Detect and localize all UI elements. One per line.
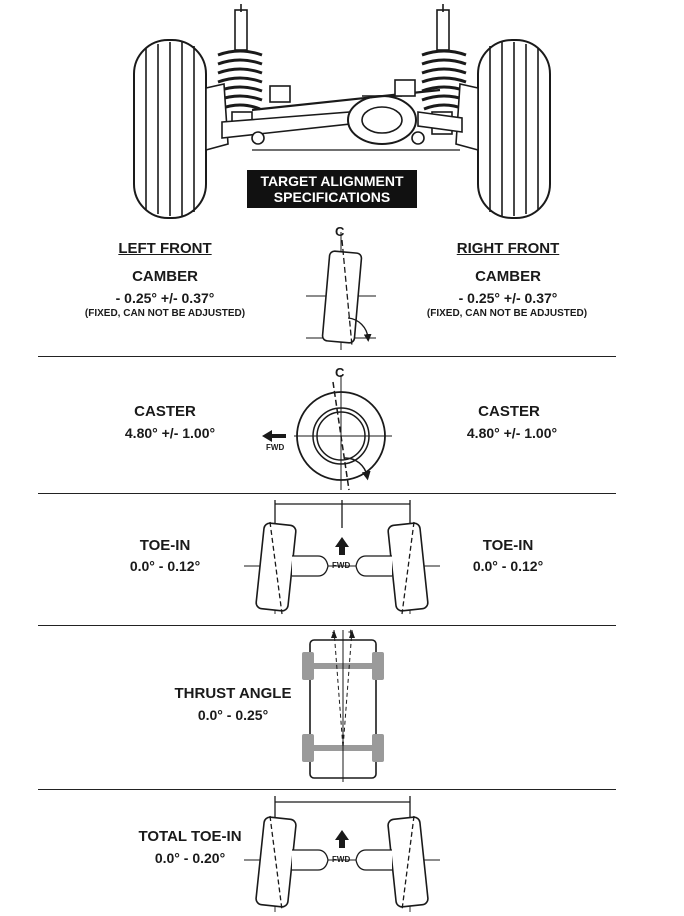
left-camber-value: - 0.25° +/- 0.37° xyxy=(115,290,215,306)
camber-wheel-diagram xyxy=(306,232,376,350)
centerline-symbol-caster: C xyxy=(335,365,345,380)
target-alignment-banner xyxy=(247,170,417,208)
section-divider-1 xyxy=(38,356,616,357)
right-toe-in-title: TOE-IN xyxy=(482,537,534,554)
thrust-plus-label: + xyxy=(348,627,354,637)
caster-fwd-arrow xyxy=(262,430,286,442)
centerline-symbol-camber: C xyxy=(335,224,345,239)
section-divider-3 xyxy=(38,625,616,626)
right-front-header: RIGHT FRONT xyxy=(456,240,560,257)
right-caster-value: 4.80° +/- 1.00° xyxy=(466,425,558,441)
right-camber-title: CAMBER xyxy=(475,268,541,285)
thrust-angle-title: THRUST ANGLE xyxy=(174,685,292,702)
thrust-minus-label: - xyxy=(332,627,335,637)
right-tire xyxy=(478,40,550,218)
toe-in-fwd-arrow xyxy=(335,537,349,555)
left-front-header: LEFT FRONT xyxy=(118,240,212,257)
caster-wheel-diagram xyxy=(294,375,392,490)
left-camber-title: CAMBER xyxy=(132,268,198,285)
section-divider-2 xyxy=(38,493,616,494)
section-divider-4 xyxy=(38,789,616,790)
left-toe-in-title: TOE-IN xyxy=(139,537,191,554)
left-toe-in-value: 0.0° - 0.12° xyxy=(129,558,201,574)
left-caster-value: 4.80° +/- 1.00° xyxy=(124,425,216,441)
total-toe-in-fwd-arrow xyxy=(335,830,349,848)
total-toe-in-value: 0.0° - 0.20° xyxy=(154,850,226,866)
thrust-angle-value: 0.0° - 0.25° xyxy=(197,707,269,723)
total-toe-in-fwd-label: FWD xyxy=(332,855,351,864)
left-caster-title: CASTER xyxy=(134,403,196,420)
right-toe-in-value: 0.0° - 0.12° xyxy=(472,558,544,574)
right-camber-value: - 0.25° +/- 0.37° xyxy=(458,290,558,306)
right-caster-title: CASTER xyxy=(478,403,540,420)
total-toe-in-diagram xyxy=(244,796,440,912)
left-tire xyxy=(134,40,206,218)
left-camber-note: (FIXED, CAN NOT BE ADJUSTED) xyxy=(84,308,246,319)
toe-in-diagram xyxy=(244,500,440,614)
banner-line-2: SPECIFICATIONS xyxy=(273,189,391,205)
total-toe-in-title: TOTAL TOE-IN xyxy=(138,828,242,845)
thrust-angle-diagram xyxy=(302,630,384,782)
banner-line-1: TARGET ALIGNMENT xyxy=(260,173,404,189)
caster-fwd-label: FWD xyxy=(266,443,285,452)
right-camber-note: (FIXED, CAN NOT BE ADJUSTED) xyxy=(426,308,588,319)
toe-in-fwd-label: FWD xyxy=(332,561,351,570)
